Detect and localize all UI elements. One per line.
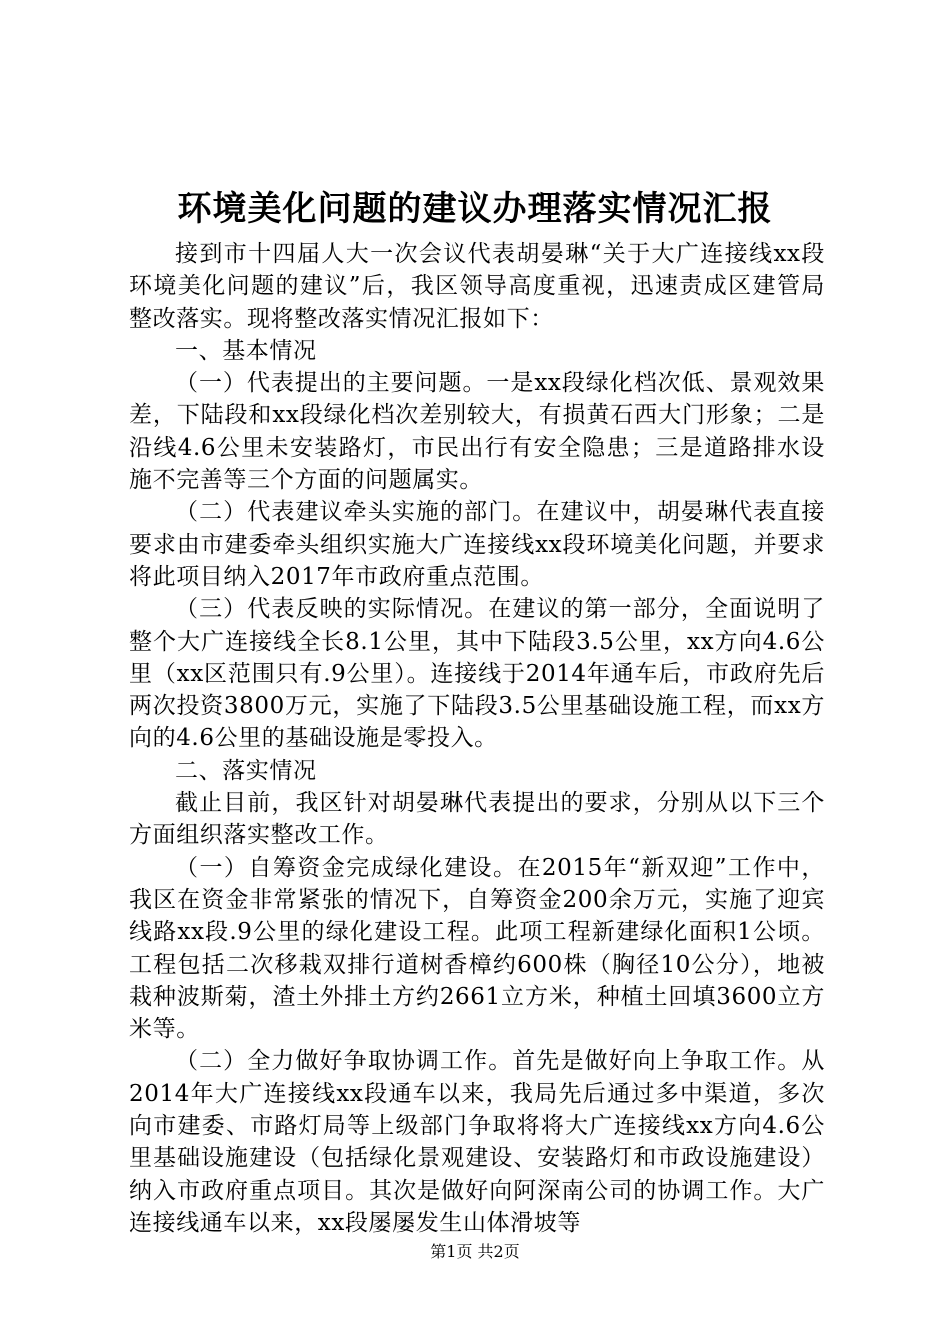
paragraph-implementation-intro: 截止目前，我区针对胡晏琳代表提出的要求，分别从以下三个方面组织落实整改工作。 [129,790,825,849]
paragraph-lead-department: （二）代表建议牵头实施的部门。在建议中，胡晏琳代表直接要求由市建委牵头组织实施大广连接线xx段环境美化问题，并要求将此项目纳入2017年市政府重点范围。 [129,499,825,590]
paragraph-intro: 接到市十四届人大一次会议代表胡晏琳“关于大广连接线xx段环境美化问题的建议”后，我区领导高度重视，迅速责成区建管局整改落实。现将整改落实情况汇报如下： [129,241,825,332]
section-heading-basic: 一、基本情况 [175,337,317,364]
paragraph-actual-situation: （三）代表反映的实际情况。在建议的第一部分，全面说明了整个大广连接线全长8.1公里，其中下陆段3.5公里，xx方向4.6公里（xx区范围只有.9公里）。连接线于2014年通车后，市政府先后两次投资3800万元，实施了下陆段3.5公里基础设施工程，而xx方向的4.6公里的基础设施是零投入。 [129,596,825,752]
section-heading-implementation: 二、落实情况 [175,757,317,784]
page-footer: 第1页 共2页 [430,1242,520,1261]
document-body [129,238,825,1239]
paragraph-greening-funds: （一）自筹资金完成绿化建设。在2015年“新双迎”工作中，我区在资金非常紧张的情况下，自筹资金200余万元，实施了迎宾线路xx段.9公里的绿化建设工程。此项工程新建绿化面积1公顷。工程包括二次移栽双排行道树香樟约600株（胸径10公分），地被栽种波斯菊，渣土外排土方约2661立方米，种植土回填3600立方米等。 [129,854,825,1043]
paragraph-main-issues: （一）代表提出的主要问题。一是xx段绿化档次低、景观效果差，下陆段和xx段绿化档次差别较大，有损黄石西大门形象；二是沿线4.6公里未安装路灯，市民出行有安全隐患；三是道路排水设施不完善等三个方面的问题属实。 [129,370,825,494]
document-title: 环境美化问题的建议办理落实情况汇报 [177,189,773,229]
paragraph-coordination: （二）全力做好争取协调工作。首先是做好向上争取工作。从2014年大广连接线xx段通车以来，我局先后通过多中渠道，多次向市建委、市路灯局等上级部门争取将将大广连接线xx方向4.6公里基础设施建设（包括绿化景观建设、安装路灯和市政设施建设）纳入市政府重点项目。其次是做好向阿深南公司的协调工作。大广连接线通车以来，xx段屡屡发生山体滑坡等 [129,1048,825,1236]
